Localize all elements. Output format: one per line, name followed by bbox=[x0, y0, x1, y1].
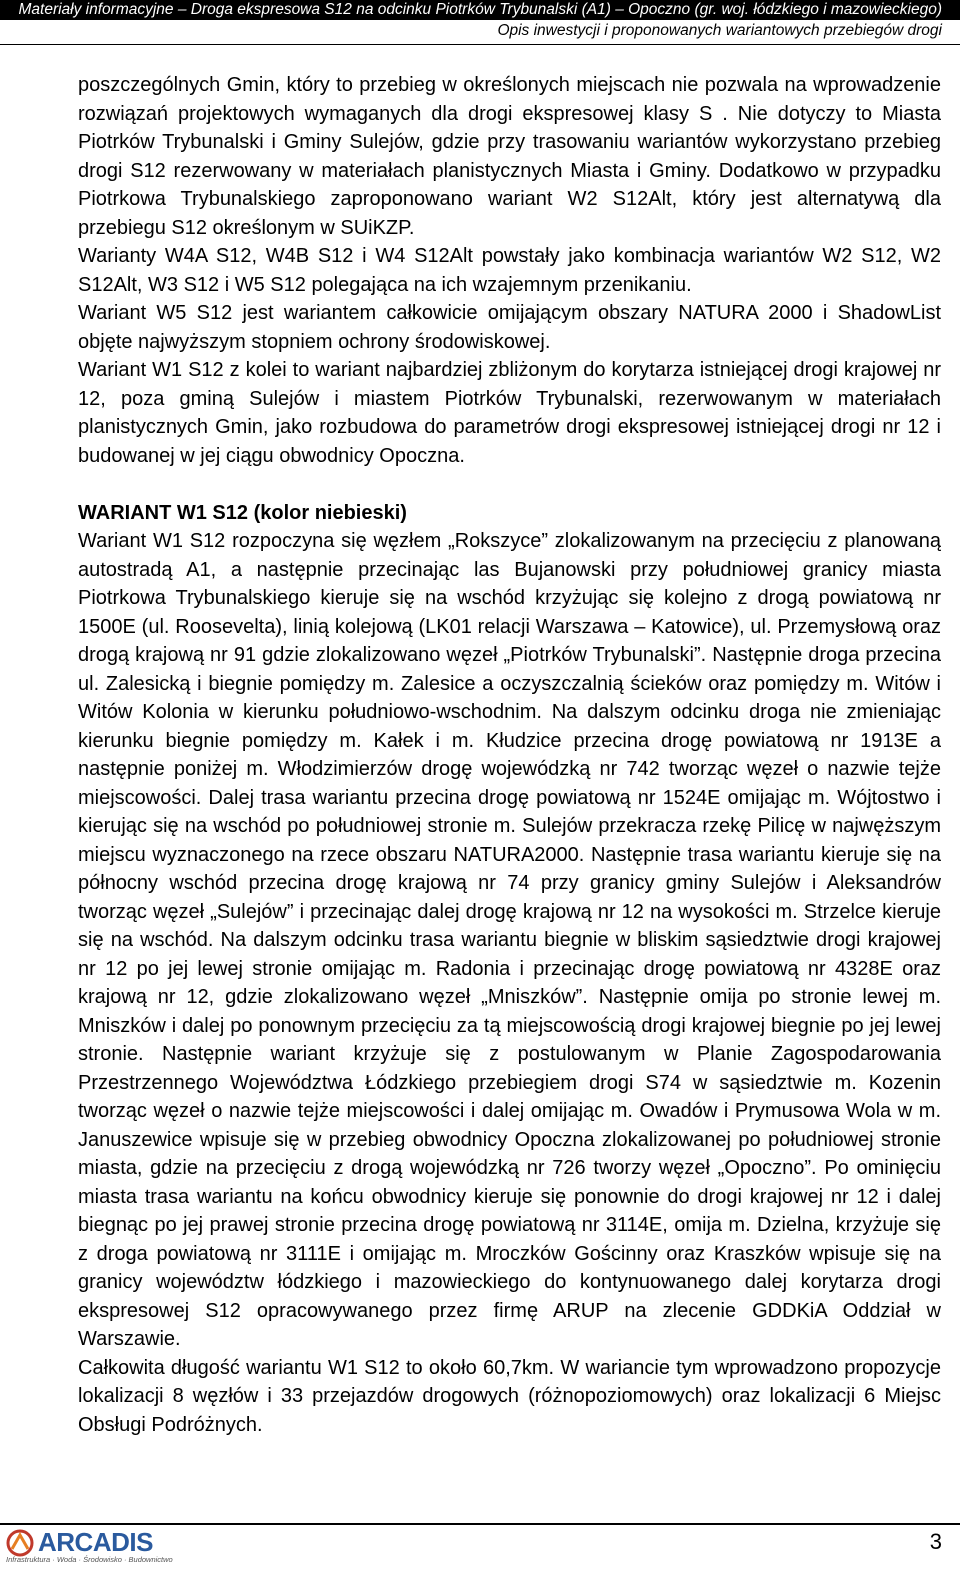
paragraph: Wariant W5 S12 jest wariantem całkowicie omijającym obszary NATURA 2000 i ShadowList objęte najwyższym stopniem ochrony środowiskowej. bbox=[78, 302, 941, 353]
paragraph: Całkowita długość wariantu W1 S12 to około 60,7km. W wariancie tym wprowadzono propozycje lokalizacji 8 węzłów i 33 przejazdów drogowych (różnopoziomowych) oraz lokalizacji 6 Miejsc Obsługi Podróżnych. bbox=[78, 1356, 941, 1436]
arcadis-logo-icon bbox=[6, 1529, 34, 1557]
document-body bbox=[78, 71, 941, 1439]
header-subtitle: Opis inwestycji i proponowanych wariantowych przebiegów drogi bbox=[497, 22, 942, 39]
header-title-bar bbox=[0, 0, 960, 20]
logo-text: ARCADIS bbox=[38, 1527, 153, 1557]
paragraph: poszczególnych Gmin, który to przebieg w określonych miejscach nie pozwala na wprowadzenie rozwiązań projektowych wymaganych dla drogi ekspresowej klasy S . Nie dotyczy to Miasta Piotrków Trybunalski i Gminy Sulejów, gdzie przy trasowaniu wariantów wykorzystano przebieg drogi S12 rezerwowany w materiałach planistycznych Miasta i Gminy. Dodatkowo w przypadku Piotrkowa Trybunalskiego zaproponowano wariant W2 S12Alt, który jest alternatywą dla przebiegu S12 określonym w SUiKZP. bbox=[78, 74, 941, 239]
header-divider bbox=[0, 44, 960, 45]
header-title: Materiały informacyjne – Droga ekspresowa S12 na odcinku Piotrków Trybunalski (A1) – Opoczno (gr. woj. łódzkiego i mazowieckiego) bbox=[18, 1, 942, 18]
section-spacer bbox=[78, 470, 941, 499]
paragraph: Wariant W1 S12 rozpoczyna się węzłem „Rokszyce” zlokalizowanym na przecięciu z planowaną autostradą A1, a następnie przecinając las Bujanowski przy południowej granicy miasta Piotrkowa Trybunalskiego kieruje się na wschód krzyżując się kolejno z drogą powiatową nr 1500E (ul. Roosevelta), linią kolejową (LK01 relacji Warszawa – Katowice), ul. Przemysłową oraz drogą krajową nr 91 gdzie zlokalizowano węzeł „Piotrków Trybunalski”. Następnie droga przecina ul. Zalesicką i biegnie pomiędzy m. Zalesice a oczyszczalnią ścieków oraz pomiędzy m. Witów i Witów Kolonia w kierunku południowo-wschodnim. Na dalszym odcinku droga nie zmieniając kierunku biegnie pomiędzy m. Kałek i m. Kłudzice przecina drogę powiatową nr 1913E a następnie poniżej m. Włodzimierzów drogę wojewódzką nr 742 tworząc węzeł o nazwie tejże miejscowości. Dalej trasa wariantu przecina drogę powiatową nr 1524E omijając m. Wójtostwo i kierując się na wschód po południowej stronie m. Sulejów przekracza rzekę Pilicę w najwęższym miejscu wyznaczonego na rzece obszaru NATURA2000. Następnie trasa wariantu kieruje się na północny wschód przecina drogę krajową nr 74 przy granicy gminy Sulejów i Aleksandrów tworząc węzeł „Sulejów” i przecinając dalej drogę krajową nr 12 na wysokości m. Strzelce kieruje się na wschód. Na dalszym odcinku trasa wariantu biegnie w bliskim sąsiedztwie drogi krajowej nr 12 po jej lewej stronie omijając m. Radonia i przecinając drogę powiatową nr 4328E oraz krajową nr 12, gdzie zlokalizowano węzeł „Mniszków”. Następnie omija po stronie lewej m. Mniszków i dalej po ponownym przecięciu za tą miejscowością drogi krajowej biegnie po jej lewej stronie. Następnie wariant krzyżuje się z postulowanym w Planie Zagospodarowania Przestrzennego Województwa Łódzkiego przebiegiem drogi S74 w sąsiedztwie m. Kozenin tworząc węzeł o nazwie tejże miejscowości i dalej omijając m. Owadów i Prymusowa Wola w m. Januszewice wpisuje się w przebieg obwodnicy Opoczna zlokalizowanej po południowej stronie miasta, gdzie na przecięciu z drogą wojewódzką nr 726 tworzy węzeł „Opoczno”. Po ominięciu miasta trasa wariantu na końcu obwodnicy kieruje się ponownie do drogi krajowej nr 12 i dalej biegnąc po jej prawej stronie przecina drogę powiatową nr 3114E, omija m. Dzielna, krzyżuje się z droga powiatową nr 3111E i omijając m. Mroczków Gościnny oraz Kraszków wpisuje się na granicy województw łódzkiego i mazowieckiego do kontynuowanego dalej korytarza drogi ekspresowej S12 opracowywanego przez firmę ARUP na zlecenie GDDKiA Oddział w Warszawie. bbox=[78, 530, 941, 1350]
page-number: 3 bbox=[929, 1529, 942, 1554]
section-heading: WARIANT W1 S12 (kolor niebieski) bbox=[78, 501, 407, 524]
page-header bbox=[0, 0, 960, 46]
footer-divider bbox=[0, 1523, 960, 1525]
paragraph: Wariant W1 S12 z kolei to wariant najbardziej zbliżonym do korytarza istniejącej drogi krajowej nr 12, poza gminą Sulejów i miastem Piotrków Trybunalski, rezerwowanym w materiałach planistycznych Gmin, jako rozbudowa do parametrów drogi ekspresowej istniejącej drogi nr 12 i budowanej w jej ciągu obwodnicy Opoczna. bbox=[78, 359, 941, 467]
logo-tagline: Infrastruktura · Woda · Środowisko · Budownictwo bbox=[6, 1555, 173, 1564]
paragraph: Warianty W4A S12, W4B S12 i W4 S12Alt powstały jako kombinacja wariantów W2 S12, W2 S12Alt, W3 S12 i W5 S12 polegająca na ich wzajemnym przenikaniu. bbox=[78, 245, 941, 296]
arcadis-logo bbox=[6, 1527, 173, 1567]
